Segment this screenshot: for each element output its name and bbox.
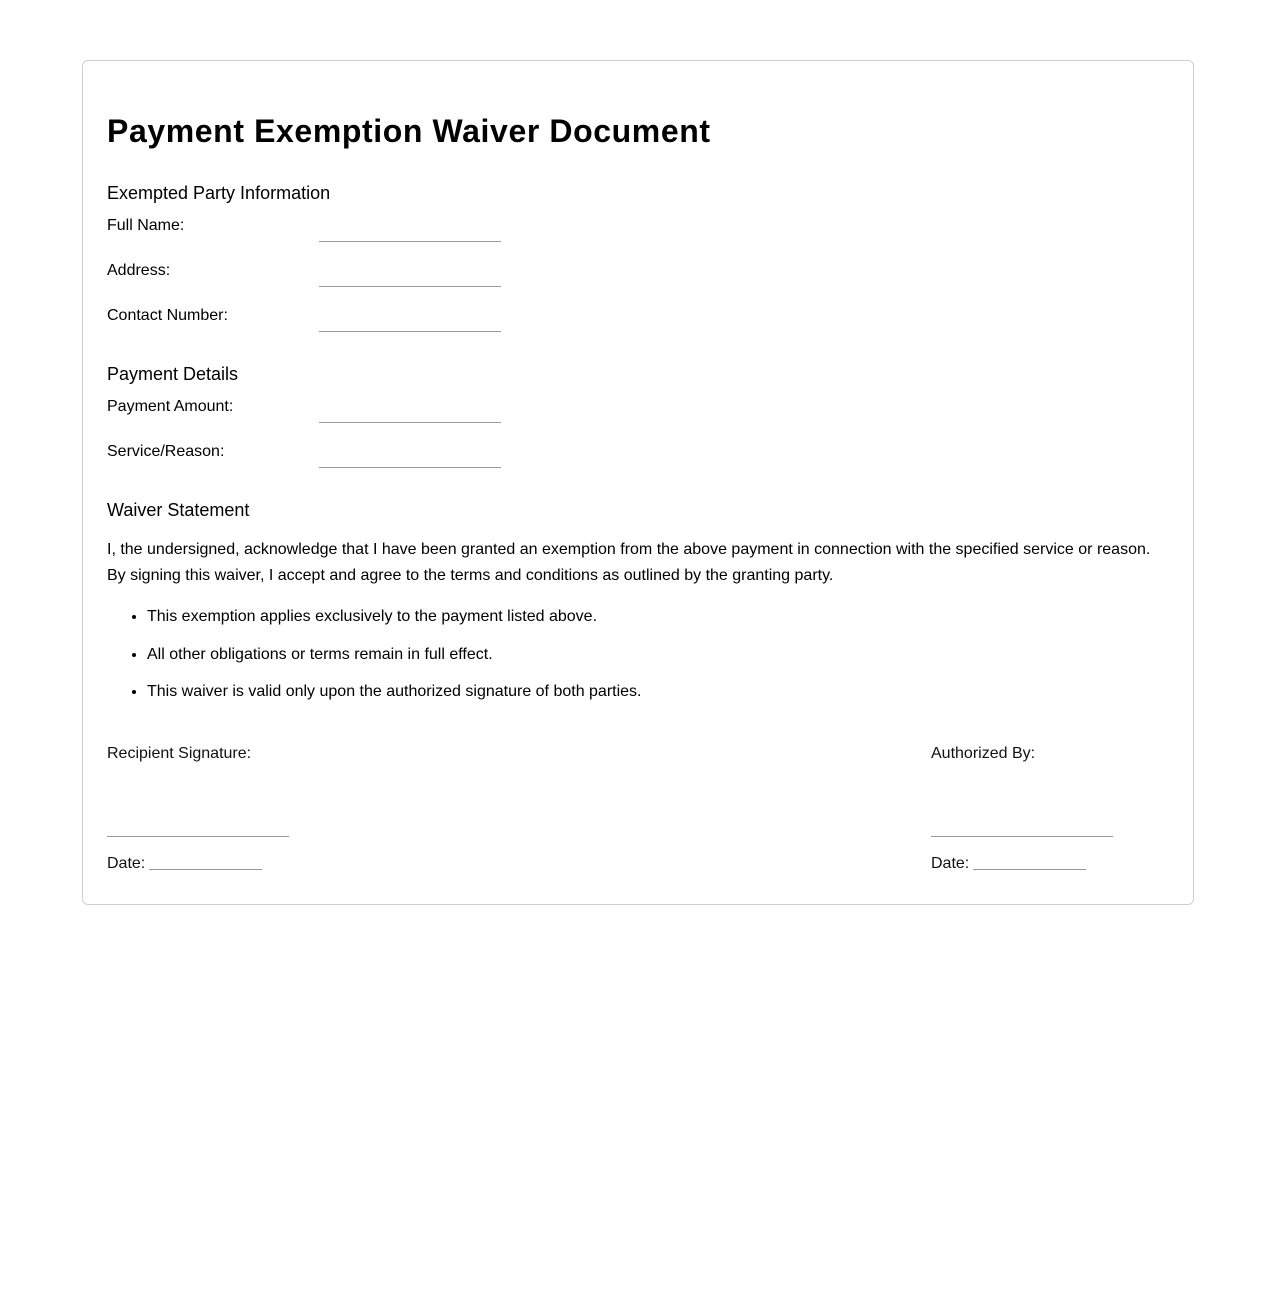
- payment-details-heading: Payment Details: [107, 364, 239, 384]
- waiver-terms-list: [107, 608, 642, 721]
- contact-number-field[interactable]: [319, 331, 501, 332]
- authorized-date-label: Date:: [931, 855, 970, 872]
- waiver-term-item: • This exemption applies exclusively to the payment listed above.: [147, 608, 642, 646]
- address-label: Address:: [107, 262, 171, 279]
- authorized-by-label: Authorized By:: [931, 745, 1036, 762]
- waiver-term-item: • This waiver is valid only upon the authorized signature of both parties.: [147, 683, 642, 721]
- service-reason-field[interactable]: [319, 467, 501, 468]
- payment-amount-field[interactable]: [319, 422, 501, 423]
- exempted-party-heading: Exempted Party Information: [107, 183, 331, 203]
- authorized-date-field[interactable]: [973, 869, 1086, 870]
- waiver-document: [82, 60, 1194, 905]
- recipient-signature-line[interactable]: [107, 836, 289, 837]
- waiver-statement-heading: Waiver Statement: [107, 500, 250, 520]
- document-title: Payment Exemption Waiver Document: [107, 113, 711, 149]
- contact-number-label: Contact Number:: [107, 307, 228, 324]
- full-name-label: Full Name:: [107, 217, 185, 234]
- authorized-signature-line[interactable]: [931, 836, 1113, 837]
- full-name-field[interactable]: [319, 241, 501, 242]
- waiver-statement-text: I, the undersigned, acknowledge that I have been granted an exemption from the above payment in connection with the specified service or reason. By signing this waiver, I accept and agree to the terms and conditions as outlined by the granting party.: [107, 541, 1151, 584]
- service-reason-label: Service/Reason:: [107, 443, 225, 460]
- address-field[interactable]: [319, 286, 501, 287]
- recipient-date-label: Date:: [107, 855, 146, 872]
- recipient-date-field[interactable]: [149, 869, 262, 870]
- waiver-term-item: • All other obligations or terms remain in full effect.: [147, 646, 642, 684]
- recipient-signature-label: Recipient Signature:: [107, 745, 252, 762]
- payment-amount-label: Payment Amount:: [107, 398, 234, 415]
